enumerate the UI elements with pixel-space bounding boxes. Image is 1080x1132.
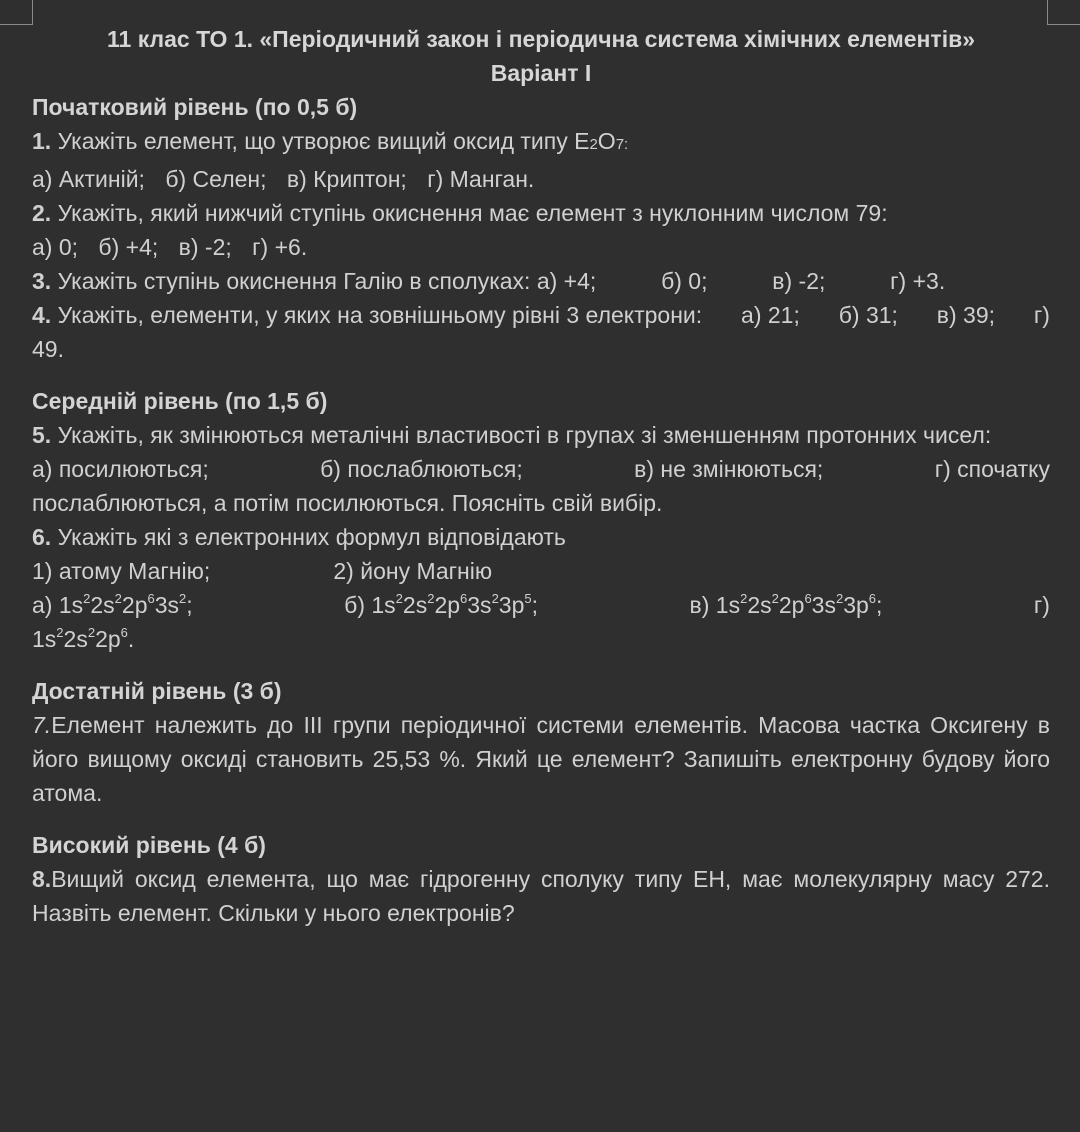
option-a: а) 0; xyxy=(32,234,79,260)
question-6-subparts xyxy=(32,554,1050,588)
subpart-2: 2) йону Магнію xyxy=(333,558,493,584)
option-a: а) +4; xyxy=(536,268,597,294)
question-5-tail: послаблюються, а потім посилюються. Поясніть свій вибір. xyxy=(32,490,663,516)
section-initial: Початковий рівень (по 0,5 б) xyxy=(32,94,358,120)
question-7: 7.Елемент належить до III групи періодичної системи елементів. Масова частка Оксигену в його вищому оксиді становить 25,53 %. Який це елемент? Запишіть електронну будову його атома. xyxy=(32,712,1050,806)
option-g: г) спочатку xyxy=(934,456,1050,482)
option-b: б) $1s^22s^22p^63s^23p^5$; xyxy=(344,591,539,618)
option-b: б) 0; xyxy=(661,268,708,294)
variant-title: Варіант І xyxy=(490,60,592,86)
question-5-options xyxy=(32,452,1050,486)
option-v: в) -2; xyxy=(772,268,826,294)
question-8: 8.Вищий оксид елемента, що має гідрогенну сполуку типу ЕН, має молекулярну масу 272. Назвіть елемент. Скільки у нього електронів? xyxy=(32,866,1050,926)
question-2: 2. Укажіть, який нижчий ступінь окиснення має елемент з нуклонним числом 79: xyxy=(32,200,888,226)
question-2-options xyxy=(32,230,1050,264)
option-b: б) +4; xyxy=(98,234,159,260)
document-title: 11 клас ТО 1. «Періодичний закон і періодична система хімічних елементів» xyxy=(106,26,976,52)
question-4-tail: 49. xyxy=(32,336,64,362)
option-b: б) послаблюються; xyxy=(320,456,523,482)
option-v: в) 39; xyxy=(936,302,996,328)
option-b: б) Селен; xyxy=(165,166,267,192)
page-corner-right xyxy=(1047,0,1080,25)
option-a: а) 21; xyxy=(741,302,800,328)
option-a: а) посилюються; xyxy=(32,456,209,482)
page-corner-left xyxy=(0,0,33,25)
question-1-options xyxy=(32,162,1050,196)
option-v: в) $1s^22s^22p^63s^23p^6$; xyxy=(689,591,883,618)
document-page xyxy=(32,22,1050,930)
question-3: 3. Укажіть ступінь окиснення Галію в сполуках: а) +4; б) 0; в) -2; г) +3. xyxy=(32,268,946,294)
option-g: г) xyxy=(1033,302,1050,328)
section-high: Високий рівень (4 б) xyxy=(32,832,266,858)
option-a: а) Актиній; xyxy=(32,166,145,192)
option-a: а) $1s^22s^22p^63s^2$; xyxy=(32,591,193,618)
question-5: 5. Укажіть, як змінюються металічні властивості в групах зі зменшенням протонних чисел: xyxy=(32,422,992,448)
question-6-options xyxy=(32,588,1050,622)
section-middle: Середній рівень (по 1,5 б) xyxy=(32,388,328,414)
option-g: г) +6. xyxy=(252,234,308,260)
option-v: в) Криптон; xyxy=(286,166,407,192)
question-6: 6. Укажіть які з електронних формул відповідають xyxy=(32,524,566,550)
option-g: г) xyxy=(1033,592,1050,618)
option-g: г) +3. xyxy=(890,268,946,294)
option-v: в) -2; xyxy=(178,234,232,260)
option-g: г) Манган. xyxy=(427,166,535,192)
option-b: б) 31; xyxy=(838,302,898,328)
subpart-1: 1) атому Магнію; xyxy=(32,558,211,584)
question-4: 4. Укажіть, елементи, у яких на зовнішньому рівні 3 електрони: а) 21; б) 31; в) 39; г) xyxy=(32,298,1050,332)
question-1: 1. Укажіть елемент, що утворює вищий оксид типу Е2О7: xyxy=(32,128,629,154)
option-g-formula: $1s^22s^22p^6$. xyxy=(32,625,135,652)
section-sufficient: Достатній рівень (3 б) xyxy=(32,678,282,704)
option-v: в) не змінюються; xyxy=(634,456,824,482)
